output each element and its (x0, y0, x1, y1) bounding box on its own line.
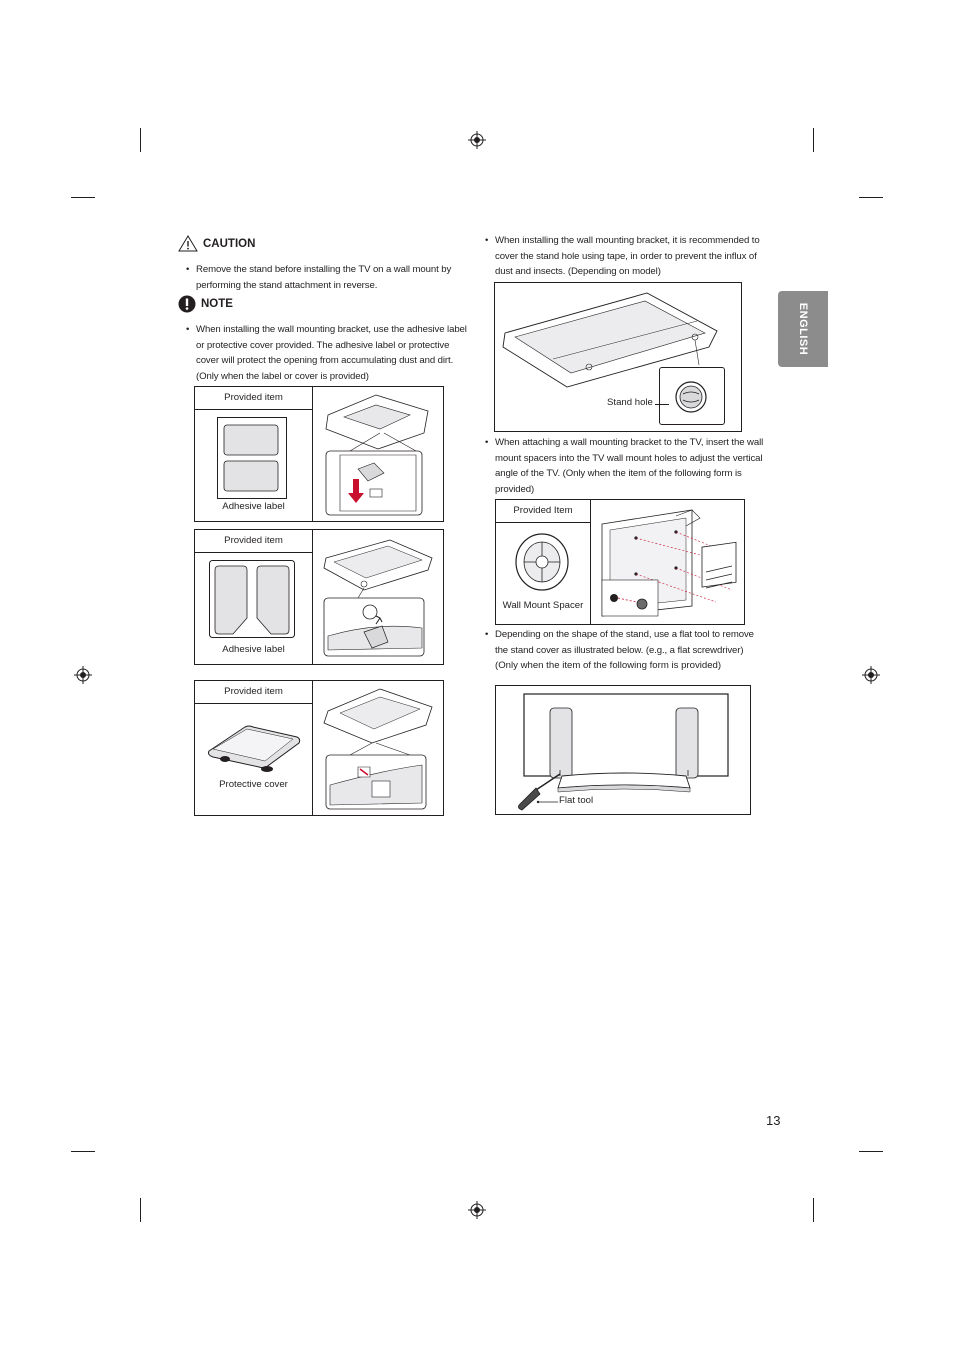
language-tab-label: ENGLISH (797, 302, 809, 356)
note-bullet: • When installing the wall mounting bracket, use the adhesive label or protective cover provided. The adhesive label or protective cover will protect the opening from accumulating dust and dirt. (Only when the label or cover is provided) (186, 322, 468, 384)
registration-mark-icon (468, 131, 486, 149)
stand-hole-figure (494, 282, 742, 432)
stand-hole-bullet: • When installing the wall mounting bracket, it is recommended to cover the stand hole using tape, in order to prevent the influx of dust and insects. (Depending on model) (485, 233, 765, 280)
note-title: NOTE (201, 298, 233, 310)
caution-bullet: • Remove the stand before installing the TV on a wall mount by performing the stand attachment in reverse. (186, 262, 466, 293)
warning-triangle-icon (178, 235, 198, 252)
adhesive-label-pair-image (209, 560, 295, 638)
caution-heading (178, 235, 255, 252)
page-number: 13 (766, 1113, 781, 1128)
table-header: Provided Item (513, 505, 573, 516)
wall-mount-spacer-table (495, 499, 745, 625)
registration-mark-icon (74, 666, 92, 684)
table-header: Provided item (224, 535, 283, 546)
note-heading (178, 295, 233, 313)
taped-stand-hole-icon (674, 380, 708, 414)
crop-mark (859, 197, 883, 198)
crop-mark (140, 128, 141, 152)
crop-mark (71, 1151, 95, 1152)
tv-back-with-label-illustration (320, 393, 438, 517)
stand-hole-detail (659, 367, 725, 425)
tv-spacer-installation-illustration (596, 506, 742, 622)
wall-mount-spacer-image (514, 532, 570, 594)
adhesive-label-sheet-image (217, 417, 287, 499)
table-item-label: Wall Mount Spacer (502, 600, 584, 611)
flat-tool-figure (495, 685, 751, 815)
flat-tool-bullet: • Depending on the shape of the stand, use a flat tool to remove the stand cover as illustrated below. (e.g., a flat screwdriver) (485, 627, 767, 658)
table-header: Provided item (224, 392, 283, 403)
provided-item-table (194, 529, 444, 665)
provided-item-table (194, 680, 444, 816)
exclamation-circle-icon (178, 295, 196, 313)
crop-mark (859, 1151, 883, 1152)
table-item-label: Protective cover (219, 779, 288, 790)
stand-hole-leader-line (655, 404, 669, 405)
caution-title: CAUTION (203, 237, 256, 250)
language-tab (778, 291, 828, 367)
tv-protective-cover-illustration (320, 685, 438, 811)
crop-mark (813, 1198, 814, 1222)
crop-mark (813, 128, 814, 152)
crop-mark (71, 197, 95, 198)
provided-item-table (194, 386, 444, 522)
table-header: Provided item (224, 686, 283, 697)
stand-hole-label: Stand hole (607, 397, 653, 408)
table-item-label: Adhesive label (222, 501, 285, 512)
registration-mark-icon (862, 666, 880, 684)
registration-mark-icon (468, 1201, 486, 1219)
flat-tool-label: Flat tool (559, 795, 594, 806)
tv-stand-hole-label-illustration (320, 536, 438, 660)
spacer-bullet: • When attaching a wall mounting bracket to the TV, insert the wall mount spacers into the TV wall mount holes to adjust the vertical angle of the TV. (Only when the item of the following form is provided) (485, 435, 767, 497)
flat-tool-note: (Only when the item of the following form is provided) (495, 660, 722, 671)
stand-cover-removal-illustration (496, 686, 750, 814)
table-item-label: Adhesive label (222, 644, 285, 655)
protective-cover-image (205, 721, 301, 775)
crop-mark (140, 1198, 141, 1222)
